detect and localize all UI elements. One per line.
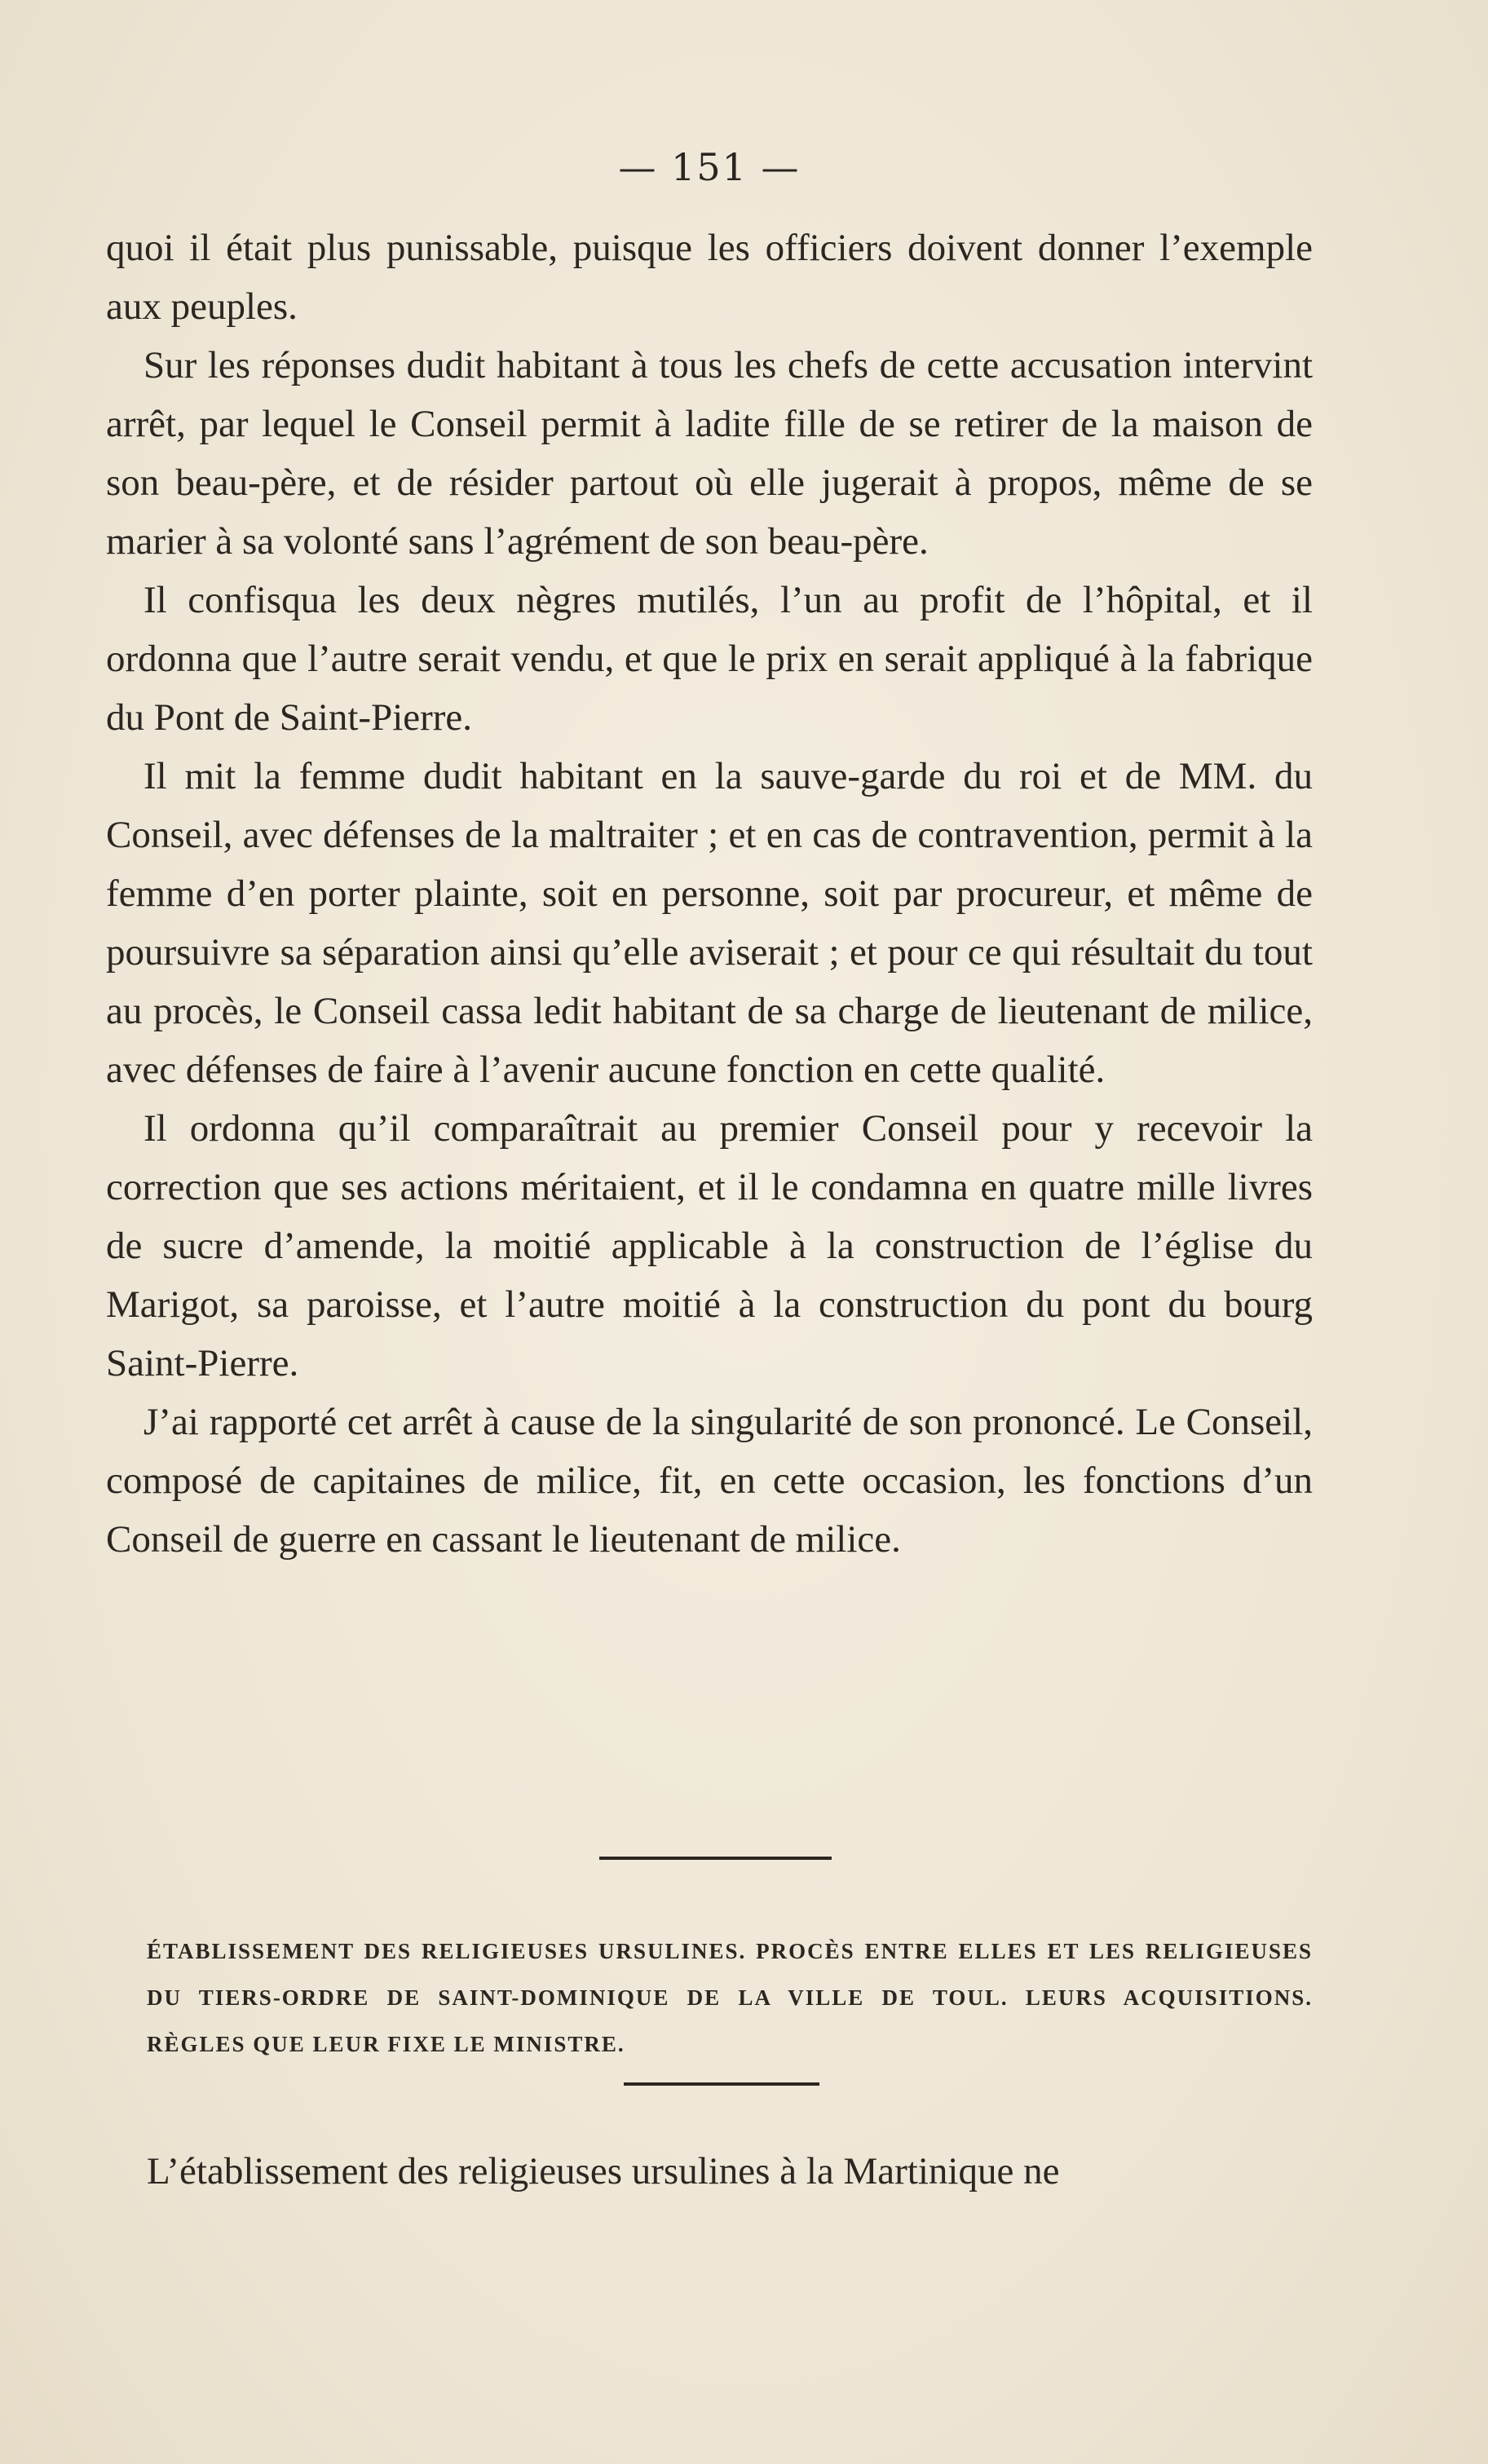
section-divider-bottom: [624, 2082, 819, 2086]
paragraph-4: Il mit la femme dudit habitant en la sauve-garde du roi et de MM. du Conseil, avec défenses de la maltraiter ; et en cas de contravention, permit à la femme d’en porter plainte, soit en personne, soit par procureur, et même de poursuivre sa séparation ainsi qu’elle aviserait ; et pour ce qui résultait du tout au procès, le Conseil cassa ledit habitant de sa charge de lieutenant de milice, avec défenses de faire à l’avenir aucune fonction en cette qualité.: [106, 755, 1313, 1091]
section-divider-top: [599, 1857, 832, 1860]
page-number: — 151 —: [618, 145, 801, 189]
paragraph-1: quoi il était plus punissable, puisque les officiers doivent donner l’exemple aux peuples.: [106, 227, 1313, 328]
paragraph-6: J’ai rapporté cet arrêt à cause de la singularité de son prononcé. Le Conseil, composé de capitaines de milice, fit, en cette occasion, les fonctions d’un Conseil de guerre en cassant le lieutenant de milice.: [106, 1401, 1313, 1561]
paragraph-3: Il confisqua les deux nègres mutilés, l’un au profit de l’hôpital, et il ordonna que l’autre serait vendu, et que le prix en serait appliqué à la fabrique du Pont de Saint-Pierre.: [106, 579, 1313, 739]
section-title: ÉTABLISSEMENT DES RELIGIEUSES URSULINES. PROCÈS ENTRE ELLES ET LES RELIGIEUSES DU TIERS-ORDRE DE SAINT-DOMINIQUE DE LA VILLE DE TOUL. LEURS ACQUISITIONS. RÈGLES QUE LEUR FIXE LE MINISTRE.: [147, 1939, 1313, 2056]
body-text: [106, 219, 1313, 1569]
paragraph-next-start: L’établissement des religieuses ursulines à la Martinique ne: [147, 2150, 1060, 2192]
paragraph-5: Il ordonna qu’il comparaîtrait au premier Conseil pour y recevoir la correction que ses actions méritaient, et il le condamna en quatre mille livres de sucre d’amende, la moitié applicable à la construction de l’église du Marigot, sa paroisse, et l’autre moitié à la construction du pont du bourg Saint-Pierre.: [106, 1107, 1313, 1384]
paragraph-2: Sur les réponses dudit habitant à tous les chefs de cette accusation intervint arrêt, par lequel le Conseil permit à ladite fille de se retirer de la maison de son beau-père, et de résider partout où elle jugerait à propos, même de se marier à sa volonté sans l’agrément de son beau-père.: [106, 344, 1313, 563]
